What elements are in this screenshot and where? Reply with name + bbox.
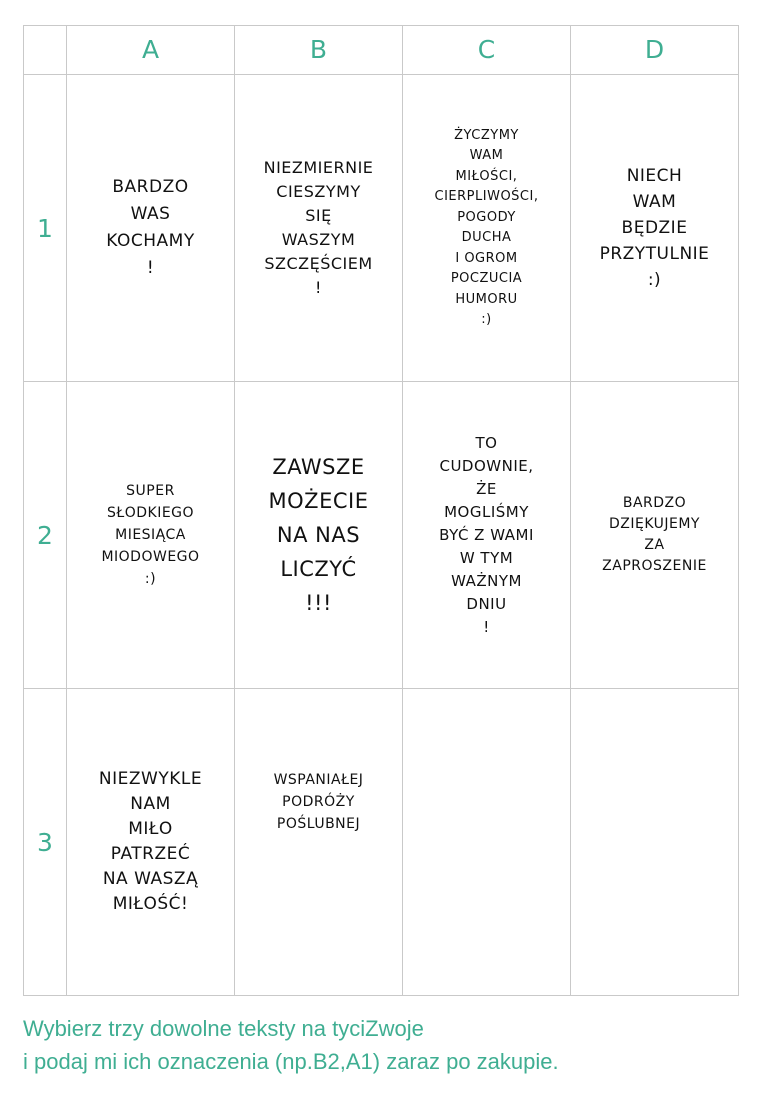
cell-c1 — [403, 75, 571, 382]
cell-b1 — [235, 75, 403, 382]
row-header-1: 1 — [24, 75, 67, 382]
caption-line-1: Wybierz trzy dowolne teksty na tyciZwoje — [23, 1016, 424, 1041]
cell-d1 — [571, 75, 739, 382]
cell-b2 — [235, 382, 403, 689]
cell-b2-text: ZAWSZE MOŻECIE NA NAS LICZYĆ !!! — [268, 455, 369, 615]
row-header-2: 2 — [24, 382, 67, 689]
instruction-caption — [23, 1012, 743, 1078]
row-header-3: 3 — [24, 689, 67, 996]
cell-c2-text: TO CUDOWNIE, ŻE MOGLIŚMY BYĆ Z WAMI W TYM WAŻNYM DNIU ! — [439, 433, 534, 636]
column-header-d: D — [571, 26, 739, 75]
text-options-grid — [23, 25, 739, 996]
cell-a1 — [67, 75, 235, 382]
cell-d1-text: NIECH WAM BĘDZIE PRZYTULNIE :) — [599, 166, 710, 290]
cell-c2 — [403, 382, 571, 689]
cell-a3 — [67, 689, 235, 996]
cell-a2-text: SUPER SŁODKIEGO MIESIĄCA MIODOWEGO :) — [101, 483, 200, 587]
cell-d2-text: BARDZO DZIĘKUJEMY ZA ZAPROSZENIE — [602, 495, 707, 574]
column-header-c: C — [403, 26, 571, 75]
cell-a3-text: NIEZWYKLE NAM MIŁO PATRZEĆ NA WASZĄ MIŁOŚĆ! — [98, 769, 203, 914]
caption-line-2: i podaj mi ich oznaczenia (np.B2,A1) zaraz po zakupie. — [23, 1049, 559, 1074]
cell-b3 — [235, 689, 403, 996]
cell-d3 — [571, 689, 739, 996]
cell-b3-text: WSPANIAŁEJ PODRÓŻY POŚLUBNEJ — [273, 772, 364, 832]
cell-a2 — [67, 382, 235, 689]
column-header-a: A — [67, 26, 235, 75]
cell-d2 — [571, 382, 739, 689]
grid-corner-cell — [24, 26, 67, 75]
cell-a1-text: BARDZO WAS KOCHAMY ! — [106, 177, 195, 278]
cell-c1-text: ŻYCZYMY WAM MIŁOŚCI, CIERPLIWOŚCI, POGODY DUCHA I OGROM POCZUCIA HUMORU :) — [434, 127, 539, 327]
cell-b1-text: NIEZMIERNIE CIESZYMY SIĘ WASZYM SZCZĘŚCIEM ! — [263, 158, 374, 297]
column-header-b: B — [235, 26, 403, 75]
cell-c3 — [403, 689, 571, 996]
